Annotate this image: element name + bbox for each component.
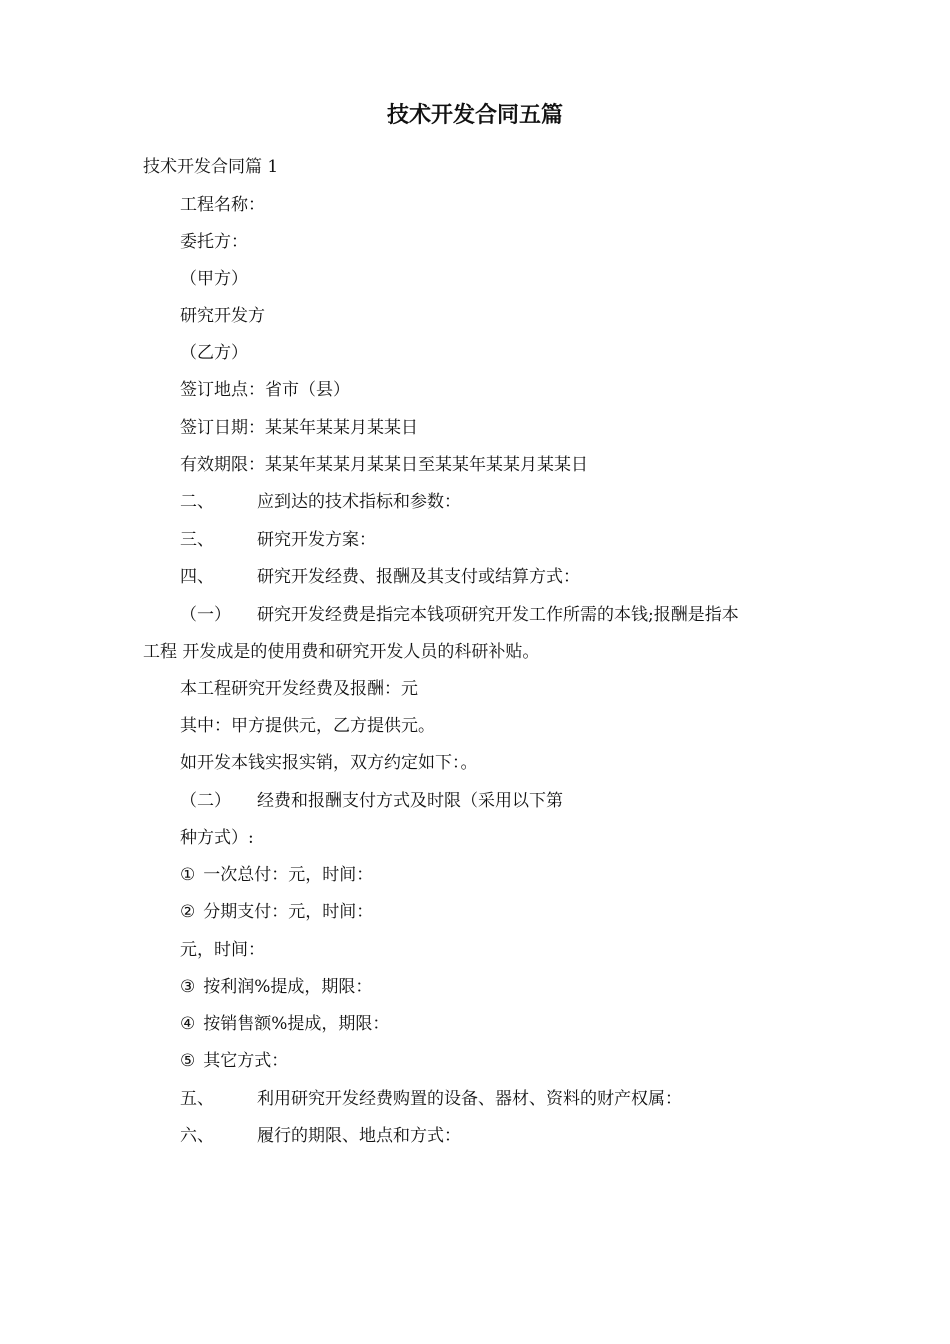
validity-line: 有效期限：某某年某某月某某日至某某年某某月某某日 bbox=[180, 455, 588, 475]
party-b-line: （乙方） bbox=[180, 343, 248, 363]
payment-option bbox=[180, 938, 265, 962]
option-text: 元，时间： bbox=[180, 940, 265, 960]
section-6 bbox=[180, 1124, 461, 1148]
section-text: 应到达的技术指标和参数： bbox=[257, 492, 461, 512]
option-marker: ① bbox=[180, 865, 196, 885]
payment-option bbox=[180, 1012, 389, 1036]
option-text: 其它方式： bbox=[203, 1051, 289, 1071]
section-number: （一） bbox=[180, 605, 231, 625]
option-marker: ② bbox=[180, 902, 196, 922]
payment-option bbox=[180, 1049, 288, 1073]
section-4-1 bbox=[180, 603, 739, 627]
option-text: 按利润%提成，期限： bbox=[203, 977, 373, 997]
client-line: 委托方： bbox=[180, 232, 248, 252]
section-text: 研究开发经费、报酬及其支付或结算方式： bbox=[257, 567, 580, 587]
section-4-2 bbox=[180, 789, 563, 813]
contract-subtitle: 技术开发合同篇 1 bbox=[143, 157, 279, 177]
section-number: 二、 bbox=[180, 492, 214, 512]
funding-split-line: 其中：甲方提供元，乙方提供元。 bbox=[180, 716, 435, 736]
option-marker: ④ bbox=[180, 1014, 196, 1034]
section-2 bbox=[180, 490, 461, 514]
section-number: 五、 bbox=[180, 1089, 214, 1109]
section-4 bbox=[180, 565, 580, 589]
section-5 bbox=[180, 1087, 682, 1111]
section-number: 三、 bbox=[180, 530, 214, 550]
section-text: 研究开发经费是指完本钱项研究开发工作所需的本钱;报酬是指本 bbox=[257, 605, 739, 625]
payment-option bbox=[180, 975, 372, 999]
signing-place-line: 签订地点：省市（县） bbox=[180, 380, 350, 400]
option-marker: ⑤ bbox=[180, 1051, 196, 1071]
document-title: 技术开发合同五篇 bbox=[386, 103, 563, 128]
section-3 bbox=[180, 528, 376, 552]
funding-reimburse-line: 如开发本钱实报实销，双方约定如下：。 bbox=[180, 753, 478, 773]
option-text: 一次总付：元，时间： bbox=[203, 865, 374, 885]
section-text: 研究开发方案： bbox=[257, 530, 376, 550]
signing-date-line: 签订日期：某某年某某月某某日 bbox=[180, 418, 418, 438]
payment-option bbox=[180, 863, 373, 887]
party-a-line: （甲方） bbox=[180, 269, 248, 289]
payment-option bbox=[180, 900, 373, 924]
section-4-2-continuation: 种方式）: bbox=[180, 828, 254, 848]
section-number: 六、 bbox=[180, 1126, 214, 1146]
section-text: 利用研究开发经费购置的设备、器材、资料的财产权属： bbox=[257, 1089, 682, 1109]
section-number: （二） bbox=[180, 791, 231, 811]
section-text: 履行的期限、地点和方式： bbox=[257, 1126, 461, 1146]
section-number: 四、 bbox=[180, 567, 214, 587]
section-4-1-continuation: 工程 开发成是的使用费和研究开发人员的科研补贴。 bbox=[143, 642, 540, 662]
developer-line: 研究开发方 bbox=[180, 306, 265, 326]
funding-total-line: 本工程研究开发经费及报酬：元 bbox=[180, 679, 418, 699]
option-marker: ③ bbox=[180, 977, 196, 997]
section-text: 经费和报酬支付方式及时限（采用以下第 bbox=[257, 791, 563, 811]
project-name-line: 工程名称： bbox=[180, 195, 265, 215]
option-text: 按销售额%提成，期限： bbox=[203, 1014, 390, 1034]
option-text: 分期支付：元，时间： bbox=[203, 902, 374, 922]
